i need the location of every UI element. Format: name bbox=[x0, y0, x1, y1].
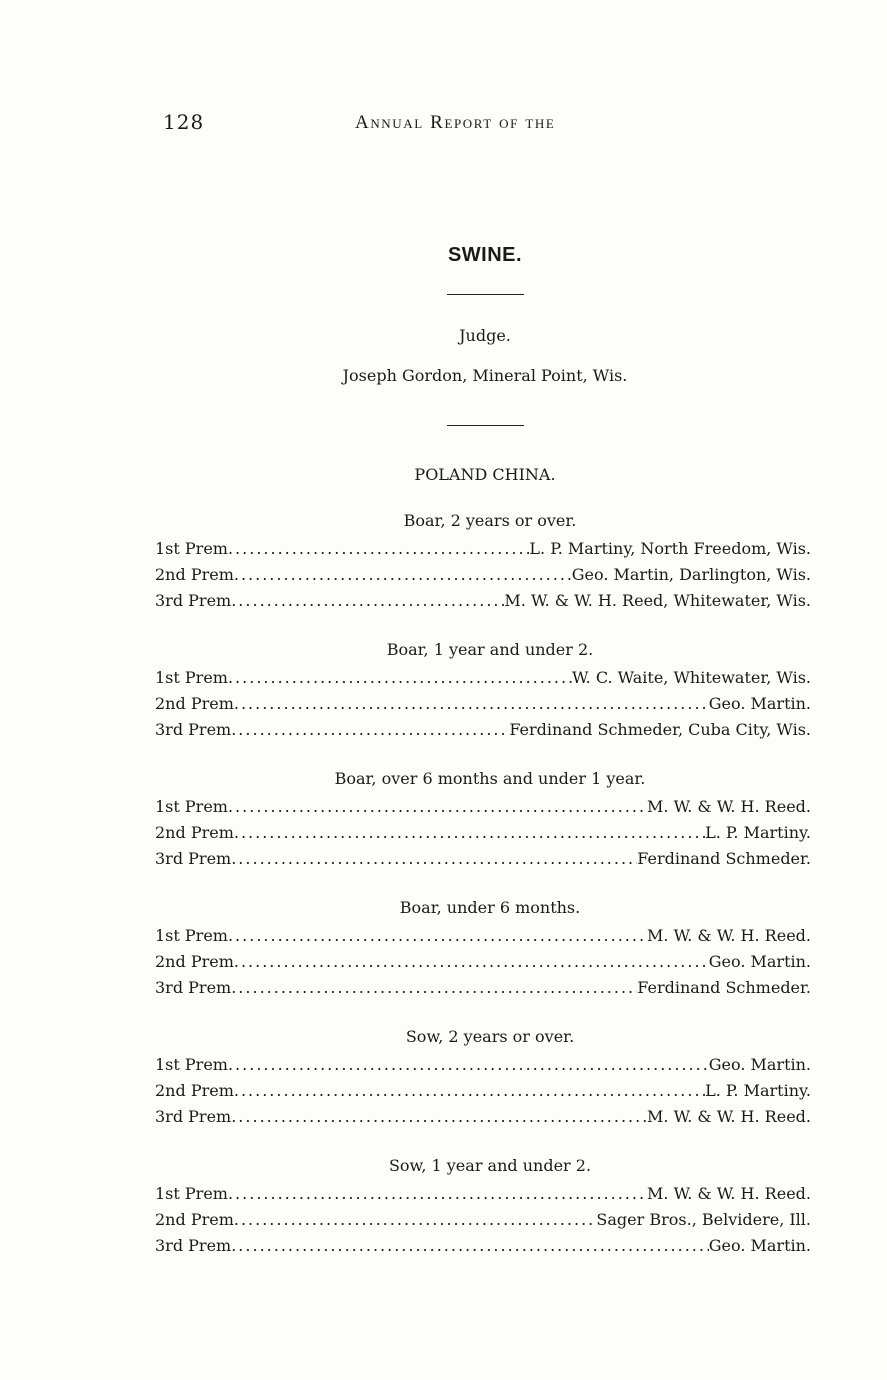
premium-entry bbox=[155, 717, 811, 743]
premium-winner: Ferdinand Schmeder, Cuba City, Wis. bbox=[509, 720, 811, 739]
dot-leader bbox=[234, 1207, 597, 1233]
dot-leader bbox=[231, 717, 509, 743]
dot-leader bbox=[228, 1052, 709, 1078]
premium-place: 1st Prem bbox=[155, 1055, 228, 1074]
premium-winner: Geo. Martin, Darlington, Wis. bbox=[571, 565, 811, 584]
premium-winner: Geo. Martin. bbox=[708, 1236, 811, 1255]
dot-leader bbox=[234, 1078, 705, 1104]
premium-winner: Ferdinand Schmeder. bbox=[637, 849, 811, 868]
premium-place: 2nd Prem bbox=[155, 823, 234, 842]
premium-winner: M. W. & W. H. Reed, Whitewater, Wis. bbox=[504, 591, 811, 610]
premium-winner: M. W. & W. H. Reed. bbox=[647, 797, 811, 816]
premium-entry bbox=[155, 820, 811, 846]
premium-place: 2nd Prem bbox=[155, 1210, 234, 1229]
premium-place: 1st Prem bbox=[155, 1184, 228, 1203]
divider-rule bbox=[447, 425, 524, 426]
premium-entry bbox=[155, 923, 811, 949]
class-block bbox=[155, 510, 811, 614]
premium-place: 1st Prem bbox=[155, 668, 228, 687]
premium-classes bbox=[155, 510, 811, 1284]
premium-place: 2nd Prem bbox=[155, 694, 234, 713]
premium-entry bbox=[155, 691, 811, 717]
premium-place: 3rd Prem bbox=[155, 1107, 232, 1126]
premium-place: 3rd Prem bbox=[155, 1236, 232, 1255]
class-title: Boar, over 6 months and under 1 year. bbox=[334, 769, 646, 788]
running-head: Annual Report of the bbox=[355, 112, 556, 133]
premium-winner: Geo. Martin. bbox=[708, 952, 811, 971]
premium-entry bbox=[155, 846, 811, 872]
dot-leader bbox=[231, 1233, 709, 1259]
dot-leader bbox=[231, 846, 637, 872]
premium-winner: Geo. Martin. bbox=[708, 1055, 811, 1074]
premium-place: 3rd Prem bbox=[155, 849, 232, 868]
dot-leader bbox=[234, 820, 705, 846]
premium-winner: L. P. Martiny. bbox=[705, 1081, 811, 1100]
dot-leader bbox=[228, 794, 647, 820]
class-title: Boar, under 6 months. bbox=[399, 898, 581, 917]
class-block bbox=[155, 768, 811, 872]
premium-place: 3rd Prem bbox=[155, 978, 232, 997]
premium-winner: L. P. Martiny, North Freedom, Wis. bbox=[529, 539, 811, 558]
breed-heading: POLAND CHINA. bbox=[414, 465, 556, 484]
premium-place: 3rd Prem bbox=[155, 720, 232, 739]
premium-place: 2nd Prem bbox=[155, 952, 234, 971]
premium-place: 3rd Prem bbox=[155, 591, 232, 610]
premium-entry bbox=[155, 665, 811, 691]
class-title: Boar, 2 years or over. bbox=[403, 511, 577, 530]
premium-winner: Sager Bros., Belvidere, Ill. bbox=[596, 1210, 811, 1229]
class-title: Boar, 1 year and under 2. bbox=[386, 640, 594, 659]
dot-leader bbox=[228, 1181, 647, 1207]
section-title: SWINE. bbox=[447, 244, 523, 266]
premium-entry bbox=[155, 1181, 811, 1207]
dot-leader bbox=[231, 588, 504, 614]
premium-entry bbox=[155, 1207, 811, 1233]
class-block bbox=[155, 639, 811, 743]
premium-entry bbox=[155, 975, 811, 1001]
premium-place: 2nd Prem bbox=[155, 1081, 234, 1100]
dot-leader bbox=[228, 665, 572, 691]
premium-winner: L. P. Martiny. bbox=[705, 823, 811, 842]
class-title: Sow, 2 years or over. bbox=[405, 1027, 575, 1046]
premium-entry bbox=[155, 1104, 811, 1130]
premium-entry bbox=[155, 949, 811, 975]
premium-entry bbox=[155, 1078, 811, 1104]
premium-entry bbox=[155, 1052, 811, 1078]
premium-place: 1st Prem bbox=[155, 539, 228, 558]
dot-leader bbox=[228, 923, 647, 949]
dot-leader bbox=[234, 691, 709, 717]
dot-leader bbox=[231, 975, 637, 1001]
premium-winner: M. W. & W. H. Reed. bbox=[647, 1184, 811, 1203]
dot-leader bbox=[234, 949, 709, 975]
premium-place: 1st Prem bbox=[155, 926, 228, 945]
premium-entry bbox=[155, 1233, 811, 1259]
premium-winner: Geo. Martin. bbox=[708, 694, 811, 713]
dot-leader bbox=[231, 1104, 647, 1130]
premium-entry bbox=[155, 794, 811, 820]
premium-place: 2nd Prem bbox=[155, 565, 234, 584]
premium-winner: M. W. & W. H. Reed. bbox=[647, 926, 811, 945]
premium-winner: Ferdinand Schmeder. bbox=[637, 978, 811, 997]
judge-heading: Judge. bbox=[459, 326, 511, 345]
class-block bbox=[155, 1155, 811, 1259]
premium-place: 1st Prem bbox=[155, 797, 228, 816]
page-number: 128 bbox=[163, 110, 205, 134]
class-title: Sow, 1 year and under 2. bbox=[388, 1156, 592, 1175]
divider-rule bbox=[447, 294, 524, 295]
class-block bbox=[155, 1026, 811, 1130]
dot-leader bbox=[234, 562, 572, 588]
dot-leader bbox=[228, 536, 529, 562]
premium-winner: W. C. Waite, Whitewater, Wis. bbox=[572, 668, 811, 687]
class-block bbox=[155, 897, 811, 1001]
judge-name: Joseph Gordon, Mineral Point, Wis. bbox=[342, 366, 628, 385]
premium-winner: M. W. & W. H. Reed. bbox=[647, 1107, 811, 1126]
premium-entry bbox=[155, 588, 811, 614]
premium-entry bbox=[155, 562, 811, 588]
premium-entry bbox=[155, 536, 811, 562]
